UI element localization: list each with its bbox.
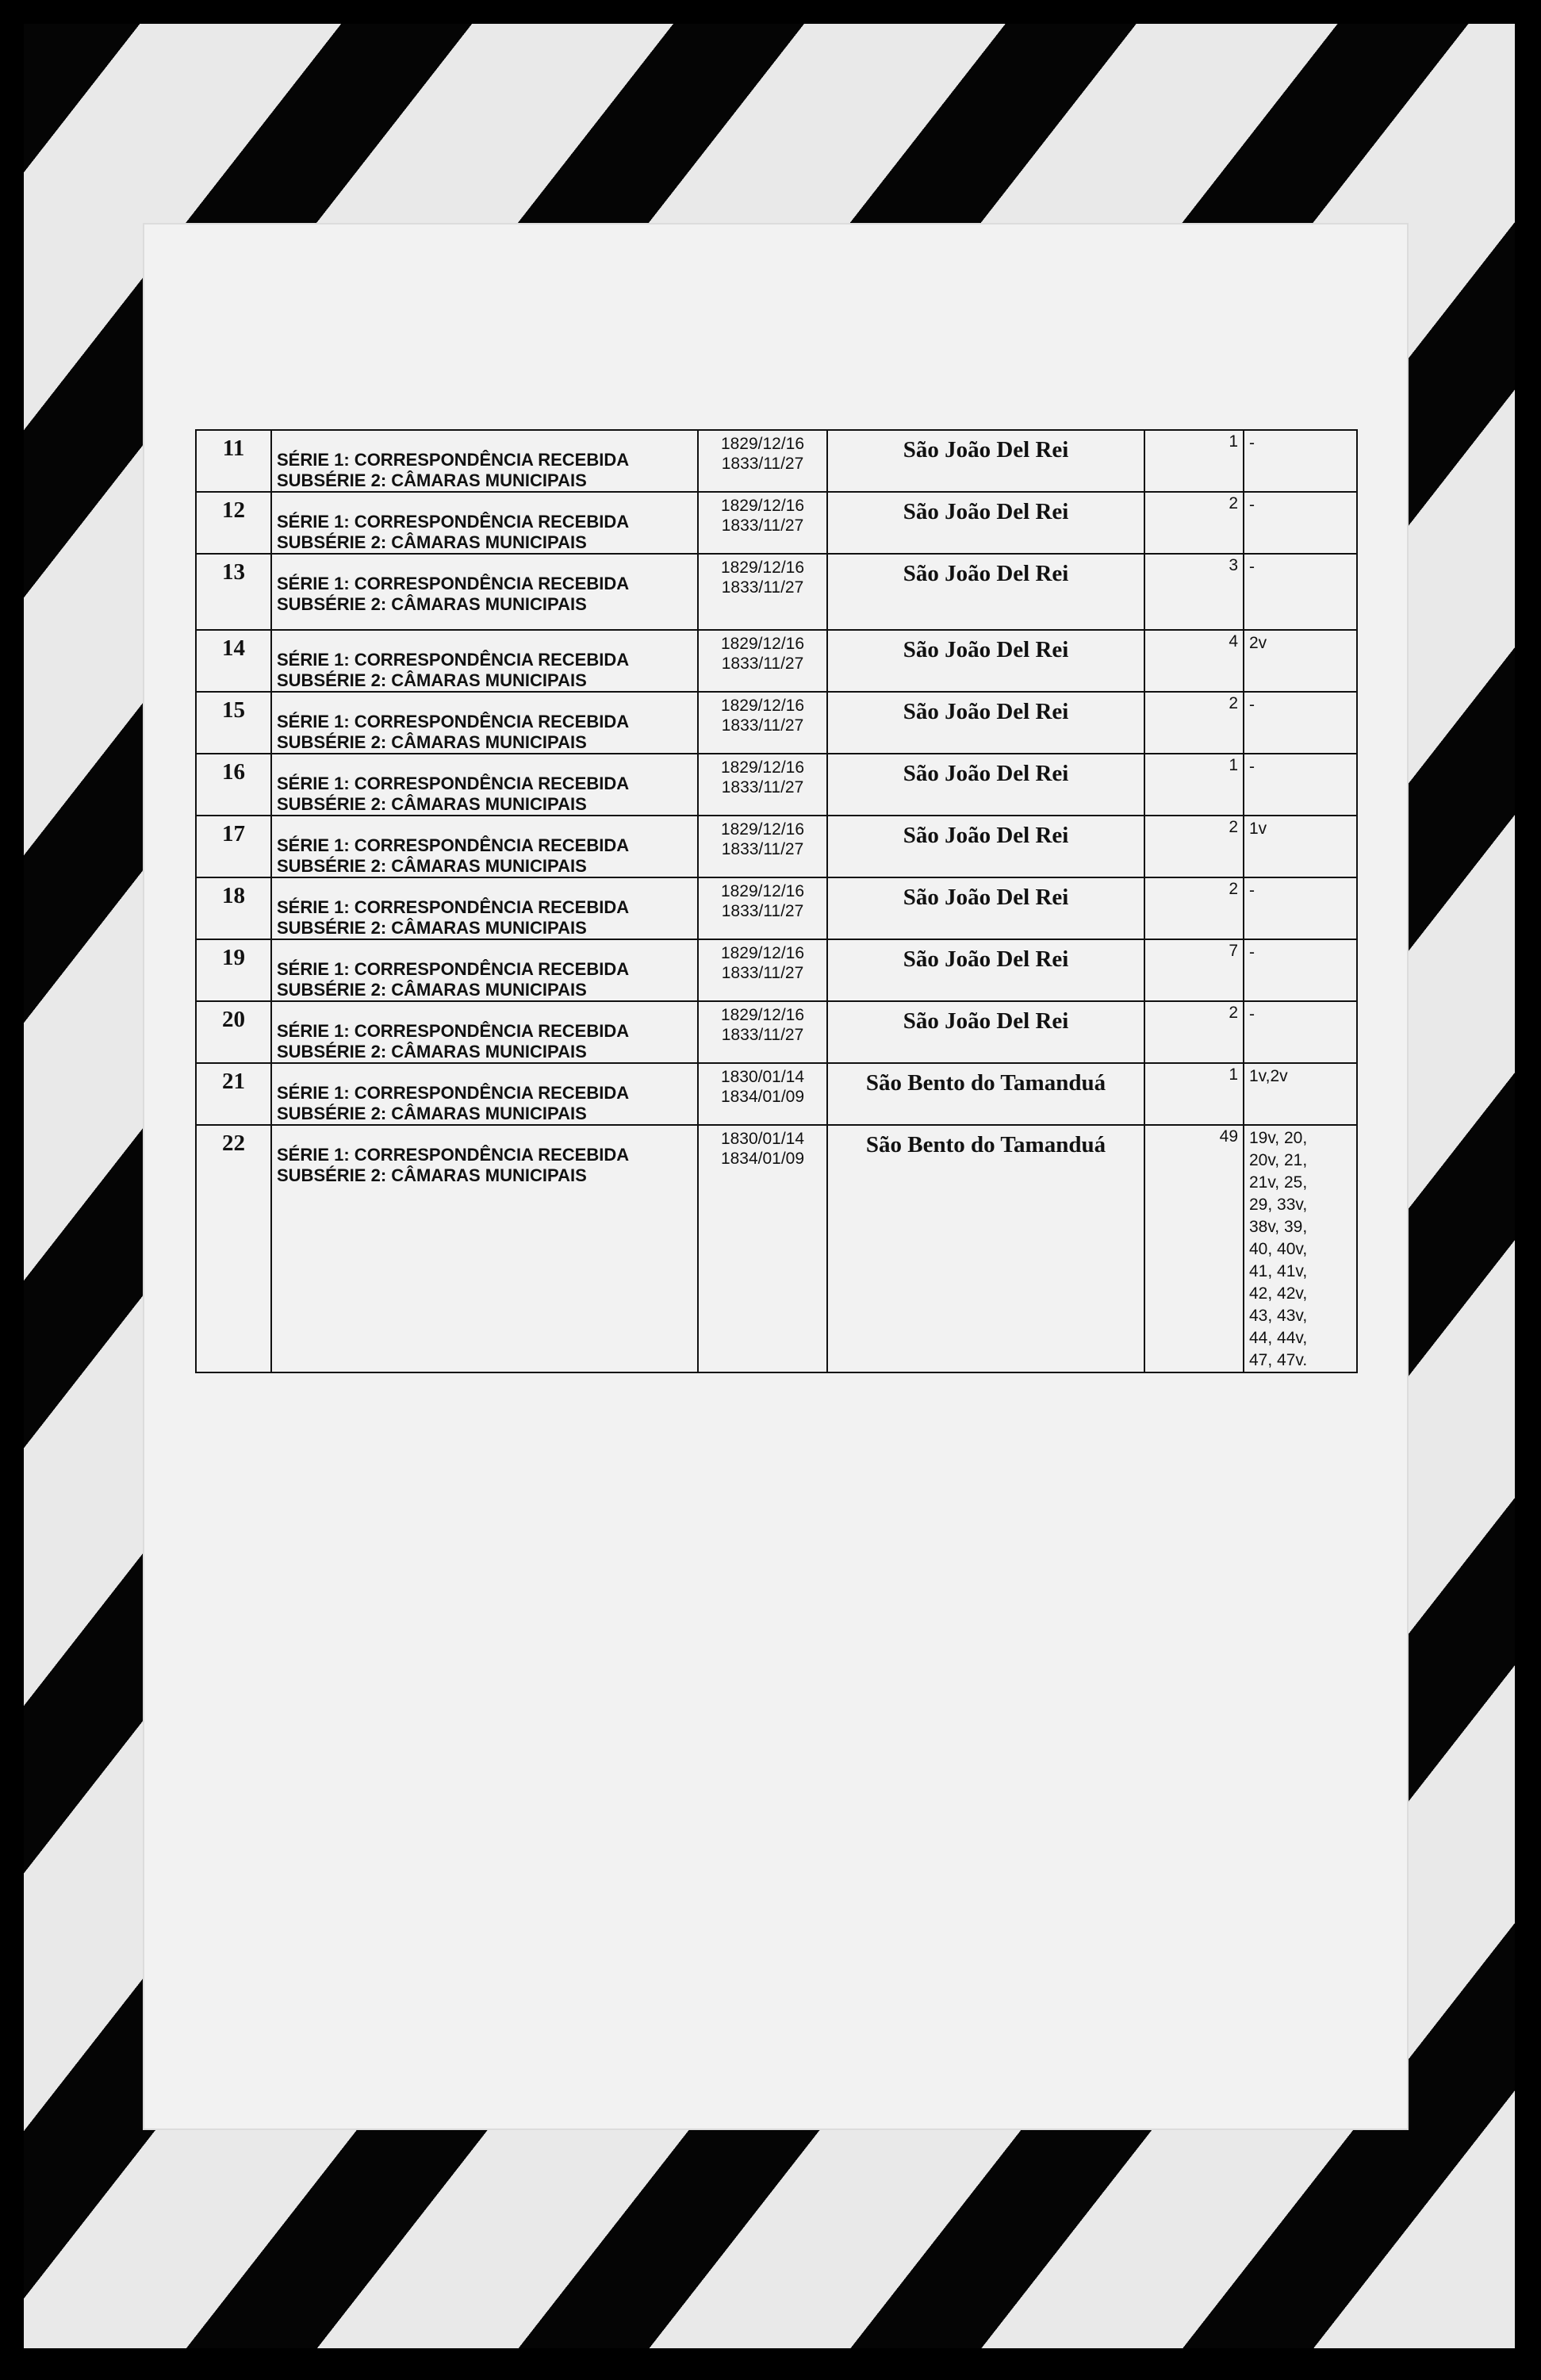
folios-cell: [1244, 554, 1357, 630]
folio-list: -: [1249, 758, 1255, 776]
table-row: [196, 816, 1357, 877]
place-cell: [827, 939, 1144, 1001]
catalog-table: [195, 429, 1358, 1373]
table-row: [196, 492, 1357, 554]
date-end: 1833/11/27: [721, 516, 804, 535]
subseries-label: SUBSÉRIE 2: CÂMARAS MUNICIPAIS: [277, 532, 587, 552]
item-number-cell: [196, 554, 271, 630]
item-number-cell: [196, 816, 271, 877]
item-number: 14: [222, 635, 245, 661]
series-cell: [271, 939, 698, 1001]
folio-list: 19v, 20, 20v, 21, 21v, 25, 29, 33v, 38v, 39, 40, 40v, 41, 41v, 42, 42v, 43, 43v, 44, 44v, 47, 47v.: [1249, 1129, 1308, 1369]
table-row: [196, 430, 1357, 492]
document-count: 2: [1229, 494, 1238, 512]
series-cell: [271, 1001, 698, 1063]
item-number-cell: [196, 630, 271, 692]
subseries-label: SUBSÉRIE 2: CÂMARAS MUNICIPAIS: [277, 1104, 587, 1123]
subseries-label: SUBSÉRIE 2: CÂMARAS MUNICIPAIS: [277, 980, 587, 1000]
document-count: 49: [1219, 1127, 1238, 1146]
place-cell: [827, 816, 1144, 877]
item-number-cell: [196, 492, 271, 554]
folios-cell: [1244, 877, 1357, 939]
date-start: 1829/12/16: [720, 882, 805, 900]
item-number: 22: [222, 1130, 245, 1156]
document-count: 1: [1229, 432, 1238, 451]
series-cell: [271, 430, 698, 492]
date-range-cell: [698, 554, 827, 630]
series-label: SÉRIE 1: CORRESPONDÊNCIA RECEBIDA: [277, 1083, 630, 1103]
series-label: SÉRIE 1: CORRESPONDÊNCIA RECEBIDA: [277, 574, 630, 593]
table-row: [196, 1063, 1357, 1125]
folio-list: -: [1249, 558, 1255, 576]
document-count-cell: [1144, 692, 1244, 754]
date-range-cell: [698, 630, 827, 692]
item-number: 12: [222, 497, 245, 523]
series-cell: [271, 1125, 698, 1372]
date-start: 1829/12/16: [720, 497, 805, 515]
date-end: 1833/11/27: [721, 840, 804, 858]
document-count-cell: [1144, 816, 1244, 877]
place-cell: [827, 692, 1144, 754]
document-count-cell: [1144, 492, 1244, 554]
document-count-cell: [1144, 754, 1244, 816]
folios-cell: [1244, 692, 1357, 754]
item-number-cell: [196, 430, 271, 492]
document-count: 3: [1229, 556, 1238, 574]
document-count-cell: [1144, 430, 1244, 492]
table-row: [196, 1001, 1357, 1063]
item-number: 17: [222, 821, 245, 846]
place-cell: [827, 877, 1144, 939]
date-end: 1833/11/27: [721, 1026, 804, 1044]
place-cell: [827, 430, 1144, 492]
place-name: São João Del Rei: [903, 946, 1069, 972]
table-row: [196, 939, 1357, 1001]
date-end: 1833/11/27: [721, 455, 804, 473]
date-start: 1829/12/16: [720, 820, 805, 839]
series-label: SÉRIE 1: CORRESPONDÊNCIA RECEBIDA: [277, 712, 630, 731]
place-name: São João Del Rei: [903, 637, 1069, 662]
place-cell: [827, 1063, 1144, 1125]
item-number-cell: [196, 692, 271, 754]
item-number: 18: [222, 883, 245, 908]
item-number-cell: [196, 1063, 271, 1125]
folio-list: -: [1249, 496, 1255, 514]
date-start: 1830/01/14: [720, 1068, 805, 1086]
date-start: 1829/12/16: [720, 697, 805, 715]
item-number-cell: [196, 939, 271, 1001]
series-cell: [271, 554, 698, 630]
series-cell: [271, 816, 698, 877]
folio-list: -: [1249, 881, 1255, 900]
date-start: 1829/12/16: [720, 944, 805, 962]
series-cell: [271, 692, 698, 754]
date-range-cell: [698, 692, 827, 754]
folios-cell: [1244, 430, 1357, 492]
folios-cell: [1244, 630, 1357, 692]
subseries-label: SUBSÉRIE 2: CÂMARAS MUNICIPAIS: [277, 1165, 587, 1185]
document-count: 1: [1229, 756, 1238, 774]
date-start: 1829/12/16: [720, 758, 805, 777]
series-cell: [271, 630, 698, 692]
date-end: 1833/11/27: [721, 902, 804, 920]
item-number: 16: [222, 759, 245, 785]
document-count-cell: [1144, 1125, 1244, 1372]
date-range-cell: [698, 1001, 827, 1063]
place-name: São João Del Rei: [903, 823, 1069, 848]
document-count: 1: [1229, 1065, 1238, 1084]
document-count: 2: [1229, 694, 1238, 712]
place-name: São João Del Rei: [903, 1008, 1069, 1034]
date-start: 1829/12/16: [720, 1006, 805, 1024]
table-row: [196, 877, 1357, 939]
series-cell: [271, 1063, 698, 1125]
date-range-cell: [698, 1125, 827, 1372]
document-count-cell: [1144, 939, 1244, 1001]
folios-cell: [1244, 939, 1357, 1001]
place-cell: [827, 1001, 1144, 1063]
item-number-cell: [196, 754, 271, 816]
place-cell: [827, 1125, 1144, 1372]
date-range-cell: [698, 816, 827, 877]
place-name: São João Del Rei: [903, 561, 1069, 586]
item-number: 19: [222, 945, 245, 970]
place-name: São Bento do Tamanduá: [865, 1132, 1106, 1157]
document-count: 7: [1229, 942, 1238, 960]
folio-list: 1v: [1249, 820, 1267, 838]
table-row: [196, 692, 1357, 754]
table-row: [196, 754, 1357, 816]
place-name: São João Del Rei: [903, 699, 1069, 724]
document-page: [144, 225, 1407, 2129]
place-name: São João Del Rei: [903, 437, 1069, 463]
series-label: SÉRIE 1: CORRESPONDÊNCIA RECEBIDA: [277, 1145, 630, 1165]
place-cell: [827, 630, 1144, 692]
folios-cell: [1244, 1063, 1357, 1125]
date-end: 1833/11/27: [721, 654, 804, 673]
item-number: 15: [222, 697, 245, 723]
place-cell: [827, 554, 1144, 630]
folios-cell: [1244, 754, 1357, 816]
subseries-label: SUBSÉRIE 2: CÂMARAS MUNICIPAIS: [277, 670, 587, 690]
folios-cell: [1244, 1125, 1357, 1372]
place-name: São João Del Rei: [903, 761, 1069, 786]
folio-list: -: [1249, 696, 1255, 714]
series-label: SÉRIE 1: CORRESPONDÊNCIA RECEBIDA: [277, 959, 630, 979]
place-name: São Bento do Tamanduá: [865, 1070, 1106, 1096]
subseries-label: SUBSÉRIE 2: CÂMARAS MUNICIPAIS: [277, 732, 587, 752]
date-range-cell: [698, 877, 827, 939]
date-end: 1834/01/09: [720, 1088, 805, 1106]
folio-list: 1v,2v: [1249, 1067, 1288, 1085]
subseries-label: SUBSÉRIE 2: CÂMARAS MUNICIPAIS: [277, 1042, 587, 1061]
folios-cell: [1244, 816, 1357, 877]
subseries-label: SUBSÉRIE 2: CÂMARAS MUNICIPAIS: [277, 594, 587, 614]
folio-list: -: [1249, 943, 1255, 962]
folios-cell: [1244, 492, 1357, 554]
subseries-label: SUBSÉRIE 2: CÂMARAS MUNICIPAIS: [277, 794, 587, 814]
document-count: 2: [1229, 1004, 1238, 1022]
date-range-cell: [698, 754, 827, 816]
item-number: 20: [222, 1007, 245, 1032]
date-range-cell: [698, 939, 827, 1001]
document-count: 4: [1229, 632, 1238, 651]
date-start: 1829/12/16: [720, 635, 805, 653]
folio-list: 2v: [1249, 634, 1267, 652]
table-row: [196, 554, 1357, 630]
item-number-cell: [196, 877, 271, 939]
series-label: SÉRIE 1: CORRESPONDÊNCIA RECEBIDA: [277, 835, 630, 855]
item-number: 11: [222, 436, 245, 461]
series-cell: [271, 877, 698, 939]
document-count-cell: [1144, 1063, 1244, 1125]
series-label: SÉRIE 1: CORRESPONDÊNCIA RECEBIDA: [277, 897, 630, 917]
series-label: SÉRIE 1: CORRESPONDÊNCIA RECEBIDA: [277, 512, 630, 532]
place-name: São João Del Rei: [903, 499, 1069, 524]
series-label: SÉRIE 1: CORRESPONDÊNCIA RECEBIDA: [277, 450, 630, 470]
table-row: [196, 1125, 1357, 1372]
place-cell: [827, 492, 1144, 554]
folio-list: -: [1249, 434, 1255, 452]
subseries-label: SUBSÉRIE 2: CÂMARAS MUNICIPAIS: [277, 918, 587, 938]
date-end: 1833/11/27: [721, 578, 804, 597]
date-range-cell: [698, 492, 827, 554]
date-start: 1830/01/14: [720, 1130, 805, 1148]
series-cell: [271, 492, 698, 554]
catalog-table-body: [196, 430, 1357, 1372]
series-cell: [271, 754, 698, 816]
series-label: SÉRIE 1: CORRESPONDÊNCIA RECEBIDA: [277, 1021, 630, 1041]
item-number: 13: [222, 559, 245, 585]
date-range-cell: [698, 1063, 827, 1125]
item-number-cell: [196, 1001, 271, 1063]
date-range-cell: [698, 430, 827, 492]
date-end: 1833/11/27: [721, 778, 804, 797]
document-count: 2: [1229, 880, 1238, 898]
folios-cell: [1244, 1001, 1357, 1063]
date-end: 1833/11/27: [721, 964, 804, 982]
document-count-cell: [1144, 630, 1244, 692]
place-cell: [827, 754, 1144, 816]
series-label: SÉRIE 1: CORRESPONDÊNCIA RECEBIDA: [277, 650, 630, 670]
document-count-cell: [1144, 1001, 1244, 1063]
item-number: 21: [222, 1069, 245, 1094]
date-end: 1834/01/09: [720, 1150, 805, 1168]
place-name: São João Del Rei: [903, 885, 1069, 910]
series-label: SÉRIE 1: CORRESPONDÊNCIA RECEBIDA: [277, 774, 630, 793]
subseries-label: SUBSÉRIE 2: CÂMARAS MUNICIPAIS: [277, 856, 587, 876]
document-count-cell: [1144, 877, 1244, 939]
folio-list: -: [1249, 1005, 1255, 1023]
date-start: 1829/12/16: [720, 435, 805, 453]
date-end: 1833/11/27: [721, 716, 804, 735]
subseries-label: SUBSÉRIE 2: CÂMARAS MUNICIPAIS: [277, 470, 587, 490]
item-number-cell: [196, 1125, 271, 1372]
date-start: 1829/12/16: [720, 559, 805, 577]
table-row: [196, 630, 1357, 692]
document-count: 2: [1229, 818, 1238, 836]
document-count-cell: [1144, 554, 1244, 630]
